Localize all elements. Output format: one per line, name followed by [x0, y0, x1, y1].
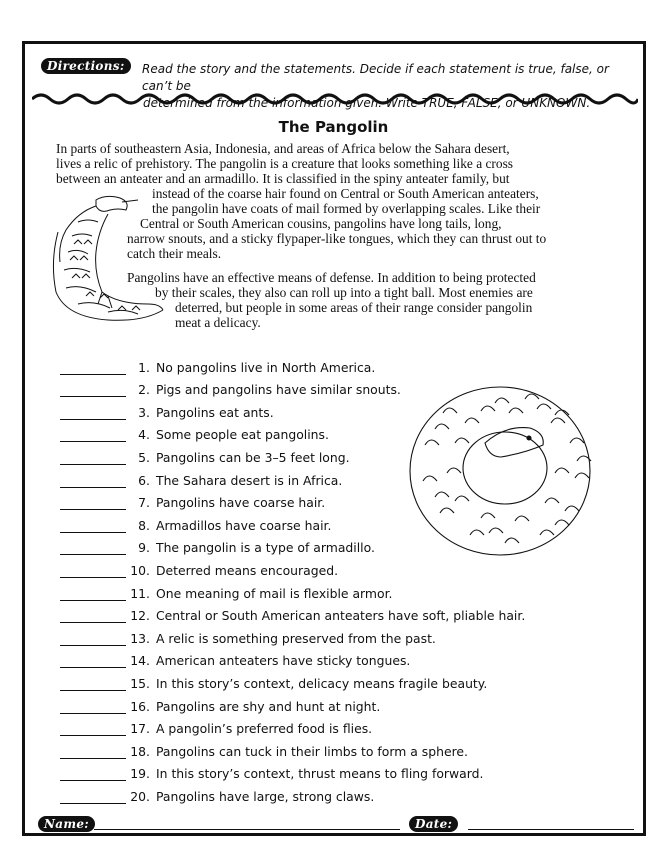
question-text: Deterred means encouraged.	[156, 562, 339, 578]
question-number: 3.	[138, 404, 150, 420]
answer-blank[interactable]	[60, 654, 126, 668]
story-line: Central or South American cousins, pangolins have long tails, long,	[140, 216, 502, 231]
question-number: 9.	[138, 540, 150, 556]
pangolin-standing-illustration	[38, 192, 166, 337]
question-number: 12.	[130, 608, 150, 624]
question-text: In this story’s context, thrust means to fling forward.	[156, 766, 484, 782]
answer-blank[interactable]	[60, 722, 126, 736]
question-text: The Sahara desert is in Africa.	[156, 472, 343, 488]
question-row	[60, 714, 580, 737]
question-row	[60, 759, 580, 782]
name-field[interactable]	[94, 828, 400, 830]
question-text: Pangolins have coarse hair.	[156, 495, 326, 511]
question-text: A pangolin’s preferred food is flies.	[156, 721, 373, 737]
wavy-divider	[32, 92, 638, 106]
story-line: lives a relic of prehistory. The pangolin is a creature that looks something like a cross	[56, 156, 514, 171]
answer-blank[interactable]	[60, 767, 126, 781]
question-list	[60, 352, 580, 804]
answer-blank[interactable]	[60, 383, 126, 397]
date-label: Date:	[409, 816, 458, 832]
story-line: between an anteater and an armadillo. It is classified in the spiny anteater family, but	[56, 171, 510, 186]
story-line: In parts of southeastern Asia, Indonesia, and areas of Africa below the Sahara desert,	[56, 141, 510, 156]
question-text: Pangolins can tuck in their limbs to form a sphere.	[156, 743, 468, 759]
question-row	[60, 601, 580, 624]
question-number: 11.	[130, 585, 150, 601]
question-row	[60, 375, 580, 398]
question-row	[60, 352, 580, 375]
question-number: 14.	[130, 653, 150, 669]
question-text: Pigs and pangolins have similar snouts.	[156, 382, 401, 398]
question-row	[60, 488, 580, 511]
question-row	[60, 442, 580, 465]
question-number: 7.	[138, 495, 150, 511]
question-number: 2.	[138, 382, 150, 398]
story-line: the pangolin have coats of mail formed by overlapping scales. Like their	[152, 201, 541, 216]
question-number: 20.	[130, 788, 150, 804]
question-row	[60, 691, 580, 714]
question-row	[60, 646, 580, 669]
answer-blank[interactable]	[60, 677, 126, 691]
story-line: narrow snouts, and a sticky flypaper-like tongues, which they can thrust out to	[127, 231, 547, 246]
story-line: meat a delicacy.	[175, 315, 261, 330]
question-text: Armadillos have coarse hair.	[156, 517, 332, 533]
question-number: 13.	[130, 630, 150, 646]
question-row	[60, 533, 580, 556]
story-line: catch their meals.	[127, 246, 222, 261]
answer-blank[interactable]	[60, 541, 126, 555]
question-number: 1.	[138, 359, 150, 375]
question-text: Pangolins can be 3–5 feet long.	[156, 449, 350, 465]
question-row	[60, 420, 580, 443]
question-text: Pangolins have large, strong claws.	[156, 788, 375, 804]
question-row	[60, 623, 580, 646]
question-number: 17.	[130, 721, 150, 737]
answer-blank[interactable]	[60, 587, 126, 601]
question-text: The pangolin is a type of armadillo.	[156, 540, 375, 556]
question-number: 15.	[130, 675, 150, 691]
question-number: 10.	[130, 562, 150, 578]
answer-blank[interactable]	[60, 451, 126, 465]
question-row	[60, 397, 580, 420]
answer-blank[interactable]	[60, 700, 126, 714]
question-text: A relic is something preserved from the past.	[156, 630, 436, 646]
answer-blank[interactable]	[60, 564, 126, 578]
directions-label: Directions:	[41, 58, 131, 74]
answer-blank[interactable]	[60, 790, 126, 804]
answer-blank[interactable]	[60, 519, 126, 533]
question-row	[60, 668, 580, 691]
name-label: Name:	[38, 816, 95, 832]
answer-blank[interactable]	[60, 361, 126, 375]
story-title: The Pangolin	[278, 118, 389, 136]
question-number: 4.	[138, 427, 150, 443]
question-number: 8.	[138, 517, 150, 533]
question-text: One meaning of mail is flexible armor.	[156, 585, 393, 601]
answer-blank[interactable]	[60, 474, 126, 488]
question-text: American anteaters have sticky tongues.	[156, 653, 411, 669]
story-line: Pangolins have an effective means of defense. In addition to being protected	[127, 270, 536, 285]
question-number: 16.	[130, 698, 150, 714]
story-line: deterred, but people in some areas of their range consider pangolin	[175, 300, 533, 315]
question-row	[60, 510, 580, 533]
question-text: No pangolins live in North America.	[156, 359, 376, 375]
question-number: 19.	[130, 766, 150, 782]
question-row	[60, 781, 580, 804]
question-number: 6.	[138, 472, 150, 488]
directions-line: determined from the information given. Write TRUE, FALSE, or UNKNOWN.	[143, 96, 591, 110]
question-text: Central or South American anteaters have soft, pliable hair.	[156, 608, 526, 624]
question-text: Some people eat pangolins.	[156, 427, 329, 443]
directions-line: Read the story and the statements. Decide if each statement is true, false, or can’t be	[142, 62, 609, 93]
question-number: 18.	[130, 743, 150, 759]
question-row	[60, 736, 580, 759]
question-row	[60, 555, 580, 578]
story-line: by their scales, they also can roll up into a tight ball. Most enemies are	[155, 285, 533, 300]
answer-blank[interactable]	[60, 496, 126, 510]
answer-blank[interactable]	[60, 406, 126, 420]
date-field[interactable]	[468, 828, 634, 830]
question-row	[60, 465, 580, 488]
answer-blank[interactable]	[60, 632, 126, 646]
answer-blank[interactable]	[60, 428, 126, 442]
answer-blank[interactable]	[60, 745, 126, 759]
question-text: Pangolins are shy and hunt at night.	[156, 698, 381, 714]
question-number: 5.	[138, 449, 150, 465]
story-line: instead of the coarse hair found on Central or South American anteaters,	[152, 186, 539, 201]
answer-blank[interactable]	[60, 609, 126, 623]
question-text: Pangolins eat ants.	[156, 404, 274, 420]
question-text: In this story’s context, delicacy means fragile beauty.	[156, 675, 488, 691]
question-row	[60, 578, 580, 601]
